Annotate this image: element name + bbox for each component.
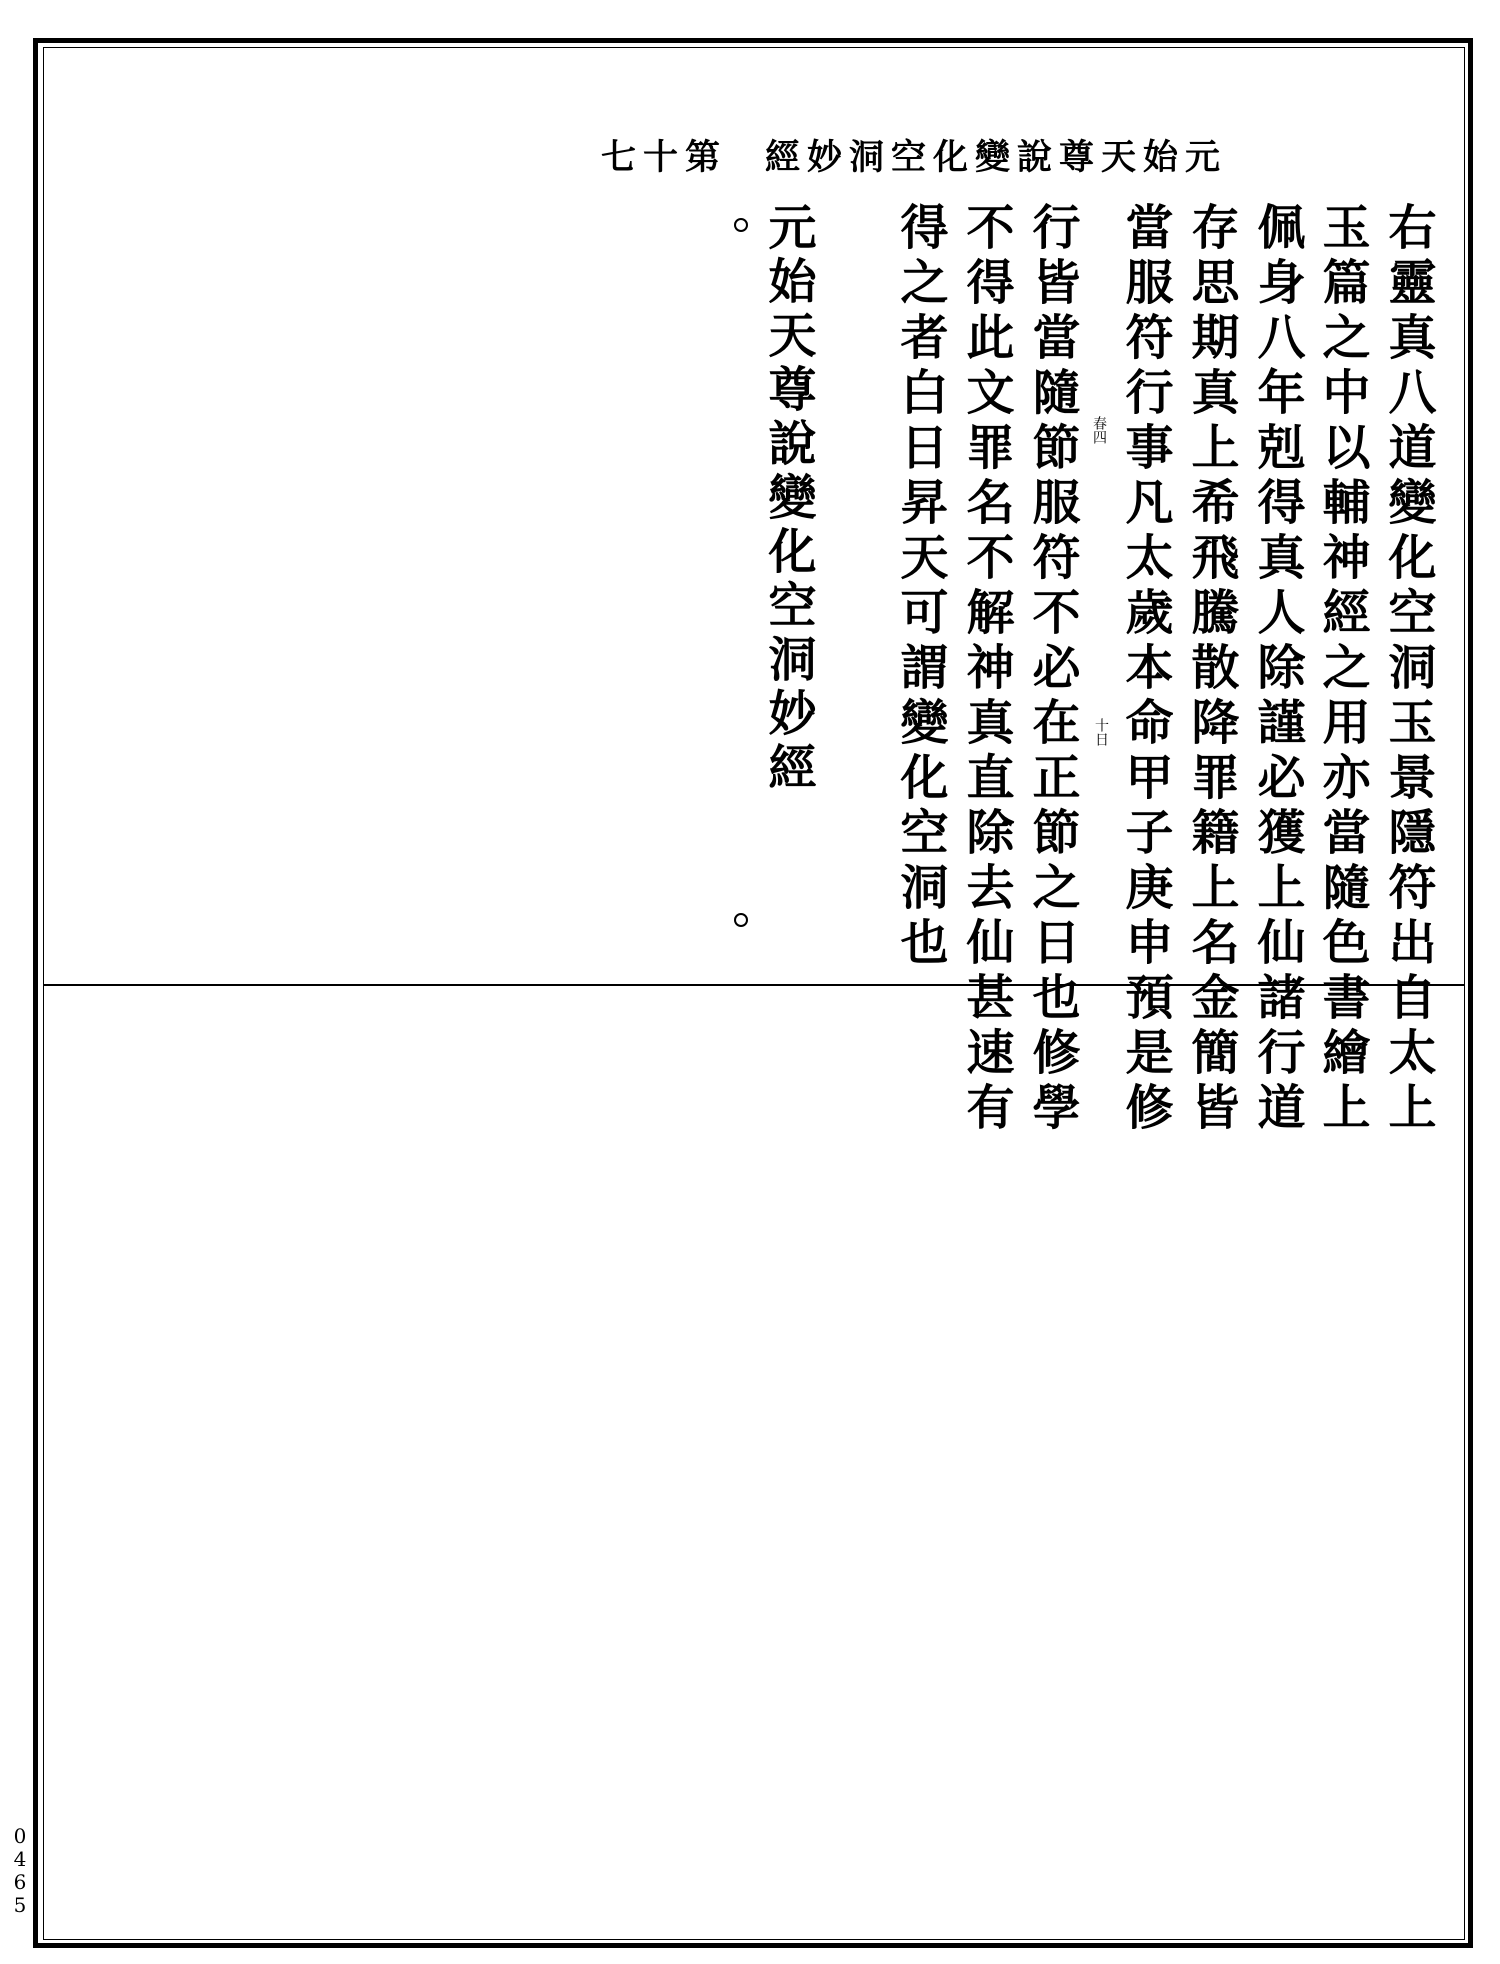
text-column-3: 佩身八年剋得真人除謹必獲上仙諸行道 bbox=[1249, 202, 1305, 1137]
circle-mark-bottom bbox=[734, 913, 748, 927]
text-column-7: 不得此文罪名不解神真直除去仙甚速有 bbox=[958, 202, 1014, 1137]
interlinear-note-1: 春四 bbox=[1091, 416, 1107, 444]
text-column-8: 得之者白日昇天可謂變化空洞也 bbox=[892, 202, 948, 972]
end-title-column: 元始天尊說變化空洞妙經 bbox=[760, 202, 816, 796]
page-number: 0465 bbox=[13, 1824, 27, 1917]
text-column-6: 行皆當隨節服符不必在正節之日也修學 bbox=[1024, 202, 1080, 1137]
text-column-4: 存思期真上希飛騰散降罪籍上名金簡皆 bbox=[1183, 202, 1239, 1137]
text-column-2: 玉篇之中以輔神經之用亦當隨色書繪上 bbox=[1314, 202, 1370, 1137]
header-chapter: 第十七 bbox=[601, 137, 728, 178]
interlinear-note-2: 十日 bbox=[1093, 718, 1109, 746]
header-title: 元始天尊說變化空洞妙經 bbox=[765, 137, 1228, 178]
text-column-1: 右靈真八道變化空洞玉景隱符出自太上 bbox=[1380, 202, 1436, 1137]
text-column-5: 當服符行事凡太歲本命甲子庚申預是修 bbox=[1117, 202, 1173, 1137]
circle-mark-top bbox=[734, 218, 748, 232]
